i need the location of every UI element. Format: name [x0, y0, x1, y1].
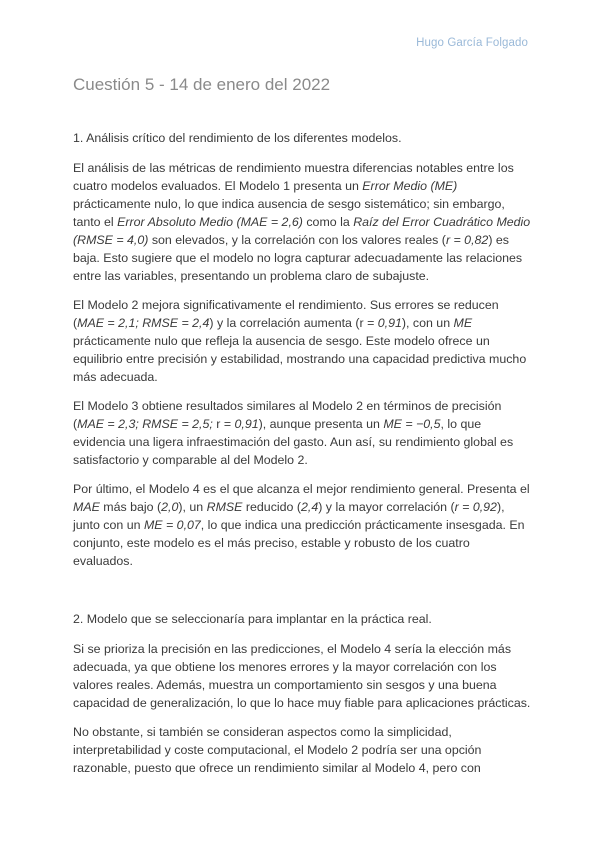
- section-1-paragraph-3: El Modelo 3 obtiene resultados similares al Modelo 2 en términos de precisión (MAE = 2,3; RMSE = 2,5; r = 0,91), aunque presenta un ME = −0,5, lo que evidencia una ligera infraestimación del gasto. Aun así, su rendimiento global es satisfactorio y comparable al del Modelo 2.: [73, 399, 514, 467]
- section-1-paragraph-2: El Modelo 2 mejora significativamente el rendimiento. Sus errores se reducen (MAE = 2,1; RMSE = 2,4) y la correlación aumenta (r = 0,91), con un ME prácticamente nulo que refleja la ausencia de sesgo. Este modelo ofrece un equilibrio entre precisión y estabilidad, mostrando una capacidad predictiva mucho más adecuada.: [73, 298, 527, 384]
- section-2-heading: 2. Modelo que se seleccionaría para implantar en la práctica real.: [73, 612, 432, 626]
- section-2-paragraph-2: No obstante, si también se consideran aspectos como la simplicidad, interpretabilidad y coste computacional, el Modelo 2 podría ser una opción razonable, puesto que ofrece un rendimiento similar al Modelo 4, pero con: [73, 725, 482, 775]
- section-1-paragraph-4: Por último, el Modelo 4 es el que alcanza el mejor rendimiento general. Presenta el MAE más bajo (2,0), un RMSE reducido (2,4) y la mayor correlación (r = 0,92), junto con un ME = 0,07, lo que indica una predicción prácticamente insesgada. En conjunto, este modelo es el más preciso, estable y robusto de los cuatro evaluados.: [73, 482, 530, 568]
- section-1-heading: 1. Análisis crítico del rendimiento de los diferentes modelos.: [73, 131, 402, 145]
- section-2-paragraph-1: Si se prioriza la precisión en las predicciones, el Modelo 4 sería la elección más adecuada, ya que obtiene los menores errores y la mayor correlación con los valores reales. Además, muestra un comportamiento sin sesgos y una buena capacidad de generalización, lo que lo hace muy fiable para aplicaciones prácticas.: [73, 642, 531, 710]
- author-name: Hugo García Folgado: [416, 37, 528, 49]
- document-body: [73, 129, 531, 788]
- section-1-paragraph-1: El análisis de las métricas de rendimiento muestra diferencias notables entre los cuatro modelos evaluados. El Modelo 1 presenta un Error Medio (ME) prácticamente nulo, lo que indica ausencia de sesgo sistemático; sin embargo, tanto el Error Absoluto Medio (MAE = 2,6) como la Raíz del Error Cuadrático Medio (RMSE = 4,0) son elevados, y la correlación con los valores reales (r = 0,82) es baja. Esto sugiere que el modelo no logra capturar adecuadamente las relaciones entre las variables, presentando un problema claro de subajuste.: [73, 161, 531, 283]
- page-title: Cuestión 5 - 14 de enero del 2022: [73, 75, 331, 94]
